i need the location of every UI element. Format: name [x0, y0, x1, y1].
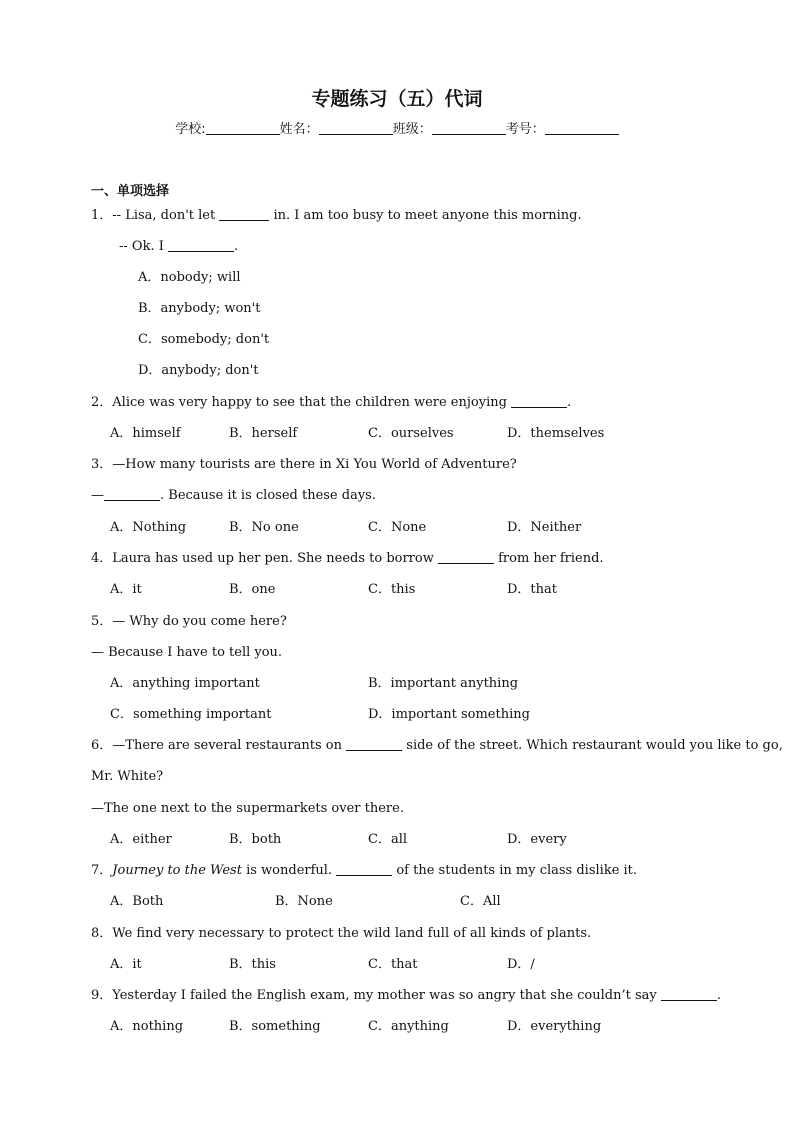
class-label: 班级： [392, 122, 432, 137]
question-4: 4．Laura has used up her pen. She needs to borrow from her friend. [91, 551, 604, 566]
option-8d[interactable]: D．/ [507, 957, 535, 972]
option-2b[interactable]: B．herself [229, 426, 298, 441]
answer-blank[interactable] [168, 239, 234, 252]
option-5c[interactable]: C．something important [110, 707, 272, 722]
question-5-line-2: — Because I have to tell you. [91, 645, 283, 660]
option-3d[interactable]: D．Neither [507, 520, 582, 535]
option-4d[interactable]: D．that [507, 582, 557, 597]
option-7c[interactable]: C．All [460, 894, 501, 909]
school-label: 学校: [175, 122, 206, 137]
question-7: 7．Journey to the West is wonderful. of the students in my class dislike it. [91, 863, 638, 878]
name-label: 姓名： [279, 122, 319, 137]
question-2: 2．Alice was very happy to see that the children were enjoying . [91, 395, 572, 410]
option-4a[interactable]: A．it [110, 582, 142, 597]
option-6d[interactable]: D．every [507, 832, 567, 847]
exam-no-field[interactable] [545, 122, 619, 135]
question-6-line-2: Mr. White? [91, 769, 164, 784]
question-6: 6．—There are several restaurants on side of the street. Which restaurant would you like to go, [91, 738, 783, 753]
option-1c[interactable]: C．somebody; don't [138, 332, 270, 347]
answer-blank[interactable] [346, 738, 402, 751]
option-5d[interactable]: D．important something [368, 707, 530, 722]
option-4b[interactable]: B．one [229, 582, 276, 597]
question-1: 1．-- Lisa, don't let in. I am too busy to meet anyone this morning. [91, 208, 582, 223]
option-9b[interactable]: B．something [229, 1019, 321, 1034]
option-3a[interactable]: A．Nothing [110, 520, 187, 535]
answer-blank[interactable] [661, 988, 717, 1001]
option-4c[interactable]: C．this [368, 582, 416, 597]
option-3c[interactable]: C．None [368, 520, 427, 535]
option-5a[interactable]: A．anything important [110, 676, 260, 691]
option-1a[interactable]: A．nobody; will [138, 270, 241, 285]
option-1d[interactable]: D．anybody; don't [138, 363, 259, 378]
option-7b[interactable]: B．None [275, 894, 333, 909]
option-9c[interactable]: C．anything [368, 1019, 449, 1034]
student-info-line [0, 118, 794, 137]
option-7a[interactable]: A．Both [110, 894, 164, 909]
option-8b[interactable]: B．this [229, 957, 276, 972]
answer-blank[interactable] [219, 208, 269, 221]
answer-blank[interactable] [104, 488, 160, 501]
option-3b[interactable]: B．No one [229, 520, 299, 535]
question-3: 3．—How many tourists are there in Xi You World of Adventure? [91, 457, 517, 472]
option-9d[interactable]: D．everything [507, 1019, 602, 1034]
question-1-line-2: -- Ok. I . [119, 239, 239, 254]
option-6a[interactable]: A．either [110, 832, 172, 847]
option-2c[interactable]: C．ourselves [368, 426, 454, 441]
option-9a[interactable]: A．nothing [110, 1019, 184, 1034]
exam-no-label: 考号： [505, 122, 545, 137]
school-field[interactable] [206, 122, 280, 135]
question-5: 5．— Why do you come here? [91, 614, 287, 629]
answer-blank[interactable] [336, 863, 392, 876]
question-6-line-3: —The one next to the supermarkets over there. [91, 801, 404, 816]
option-6b[interactable]: B．both [229, 832, 282, 847]
option-1b[interactable]: B．anybody; won't [138, 301, 261, 316]
class-field[interactable] [432, 122, 506, 135]
question-8: 8．We find very necessary to protect the wild land full of all kinds of plants. [91, 926, 592, 941]
section-title: 一、单项选择 [91, 184, 170, 199]
option-2a[interactable]: A．himself [110, 426, 181, 441]
name-field[interactable] [319, 122, 393, 135]
answer-blank[interactable] [511, 395, 567, 408]
page-title: 专题练习（五）代词 [311, 88, 483, 110]
question-9: 9．Yesterday I failed the English exam, my mother was so angry that she couldn’t say . [91, 988, 722, 1003]
option-8c[interactable]: C．that [368, 957, 418, 972]
option-8a[interactable]: A．it [110, 957, 142, 972]
answer-blank[interactable] [438, 551, 494, 564]
question-3-line-2: — . Because it is closed these days. [91, 488, 376, 503]
option-5b[interactable]: B．important anything [368, 676, 519, 691]
option-2d[interactable]: D．themselves [507, 426, 605, 441]
option-6c[interactable]: C．all [368, 832, 408, 847]
